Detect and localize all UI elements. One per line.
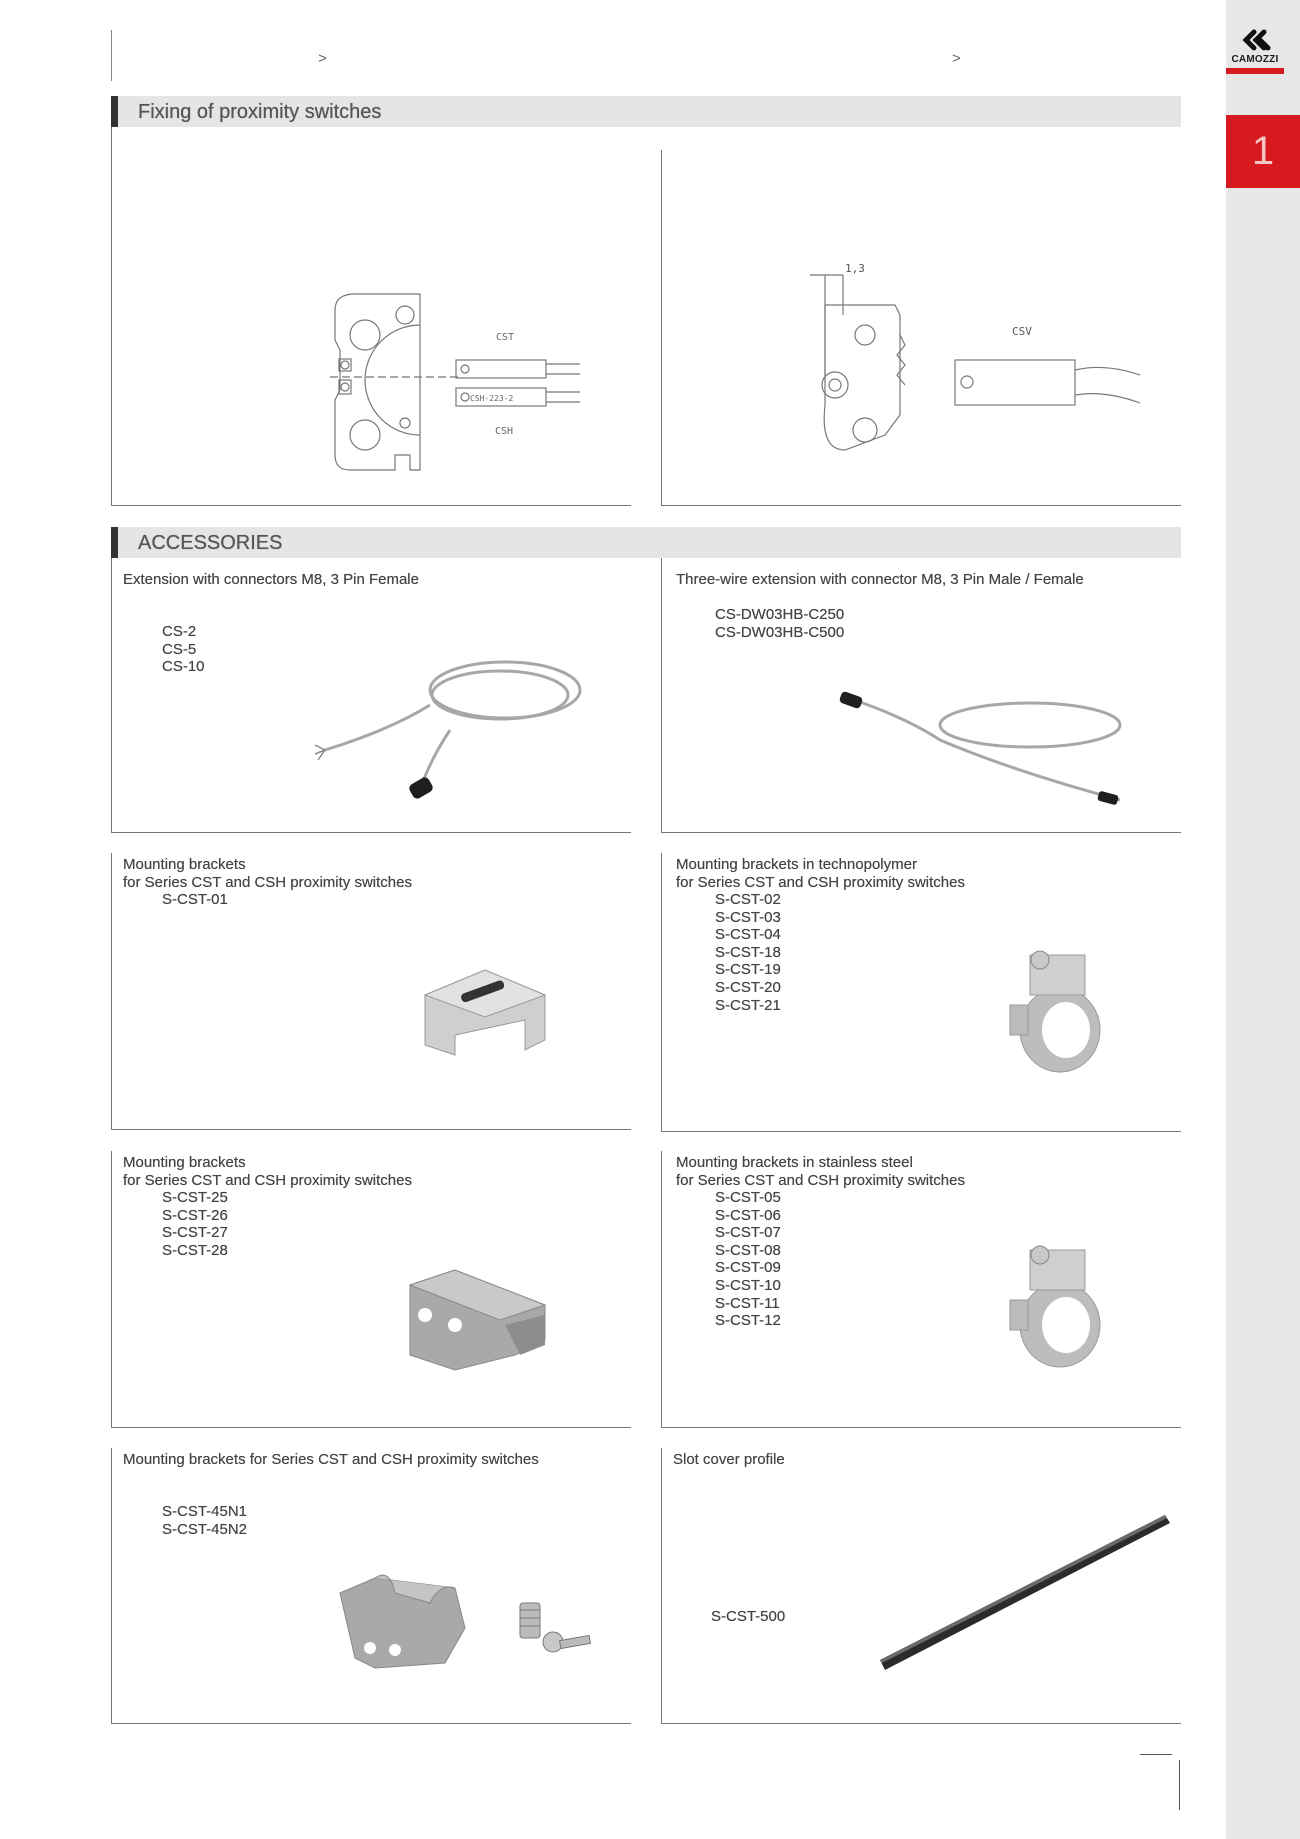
accessory-caption: Mounting brackets for Series CST and CSH proximity switches [123,1451,539,1468]
section-title: ACCESSORIES [138,532,283,554]
slot-cover-profile-image [875,1505,1175,1675]
drawing-label-plate: CSH-223-2 [470,394,514,403]
product-code: CS-DW03HB-C250 [715,606,845,623]
product-code: CS-DW03HB-C500 [715,623,845,641]
accessory-codes [162,1503,247,1538]
product-code: CS-5 [162,640,197,658]
accessory-caption: Mounting brackets in technopolymer for Series CST and CSH proximity switches [676,856,965,891]
product-code: CS-2 [162,623,197,640]
accessory-caption: Mounting brackets in stainless steel for Series CST and CSH proximity switches [676,1154,965,1189]
drawing-label-csv: CSV [1012,325,1032,338]
product-code: S-CST-07 [715,1224,781,1242]
accessory-codes [711,1608,785,1626]
drawing-label-cst: CST [496,332,515,343]
product-code: S-CST-27 [162,1224,228,1242]
cable-male-female-connector-image [830,680,1140,810]
chapter-strip [1226,0,1300,1839]
product-code: S-CST-20 [715,978,781,996]
chapter-tab[interactable]: 1 [1226,115,1300,188]
header-rule [111,30,112,81]
footer-line [1140,1754,1172,1755]
clamp-bracket-image [1000,945,1140,1085]
product-code: S-CST-02 [715,891,781,908]
product-code: CS-10 [162,658,205,676]
accessory-codes [162,891,228,909]
logo-wordmark: CAMOZZI [1231,54,1279,65]
clamp-bracket-image [1000,1240,1140,1380]
accessory-caption: Mounting brackets for Series CST and CSH proximity switches [123,1154,412,1189]
accessory-caption: Mounting brackets for Series CST and CSH proximity switches [123,856,412,891]
section-title: Fixing of proximity switches [138,101,382,123]
product-code: S-CST-500 [711,1608,786,1625]
angle-bracket-image [395,1265,565,1385]
product-code: S-CST-06 [715,1206,781,1224]
breadcrumb-separator: > [318,50,327,67]
product-code: S-CST-01 [162,891,228,908]
camozzi-logo [1224,28,1286,76]
product-code: S-CST-12 [715,1312,781,1330]
product-code: S-CST-10 [715,1276,781,1294]
product-code: S-CST-08 [715,1241,781,1259]
dimension-label: 1,3 [845,262,865,275]
slot-bracket-image [415,965,555,1065]
product-code: S-CST-03 [715,908,781,926]
product-code: S-CST-45N1 [162,1503,248,1520]
breadcrumb-separator: > [952,50,961,67]
accessory-codes [162,623,205,676]
logo-bar [1226,68,1284,74]
cst-csh-drawing [330,290,590,475]
accessory-codes [715,891,781,1014]
product-code: S-CST-05 [715,1189,781,1206]
product-code: S-CST-11 [715,1294,780,1312]
accessory-codes [162,1189,228,1259]
accessory-caption: Slot cover profile [673,1451,785,1468]
drawing-label-csh: CSH [495,426,514,437]
section-header-accessories [111,527,1181,558]
product-code: S-CST-45N2 [162,1520,248,1538]
product-code: S-CST-25 [162,1189,228,1206]
accessory-caption: Extension with connectors M8, 3 Pin Female [123,571,419,588]
footer-rule [1179,1760,1180,1810]
bracket-with-screws-image [335,1568,595,1678]
product-code: S-CST-28 [162,1241,228,1259]
section-header-fixing [111,96,1181,127]
product-code: S-CST-21 [715,996,781,1014]
product-code: S-CST-18 [715,943,781,961]
product-code: S-CST-26 [162,1206,228,1224]
accessory-codes [715,1189,781,1330]
csv-drawing [805,255,1175,455]
product-code: S-CST-04 [715,926,781,944]
accessory-caption: Three-wire extension with connector M8, 3 Pin Male / Female [676,571,1084,588]
product-code: S-CST-09 [715,1259,781,1277]
product-code: S-CST-19 [715,961,781,979]
logo-mark-icon [1224,28,1286,56]
accessory-codes [715,606,844,641]
cable-female-connector-image [310,650,590,810]
